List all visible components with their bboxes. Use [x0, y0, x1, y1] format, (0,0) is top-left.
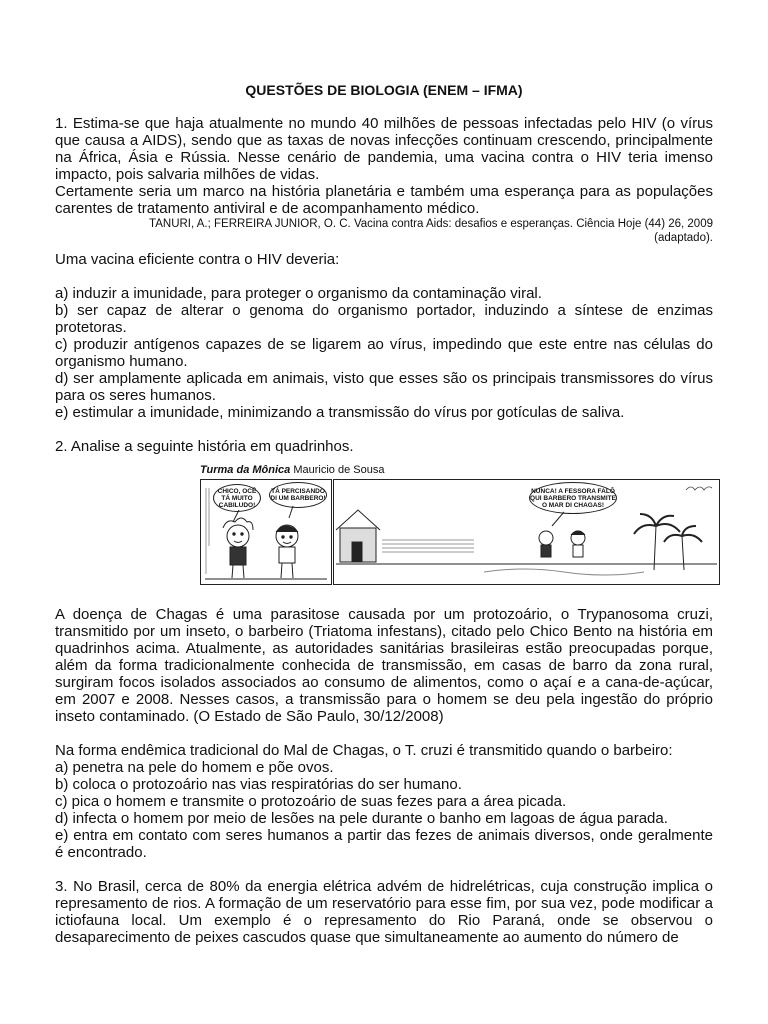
q1-paragraph-2: Certamente seria um marco na história planetária e também uma esperança para as populações carentes de tratamento antiviral e de acompanhamento médico. — [55, 183, 713, 217]
q1-option-c: c) produzir antígenos capazes de se ligarem ao vírus, impedindo que este entre nas células do organismo humano. — [55, 336, 713, 370]
q1-paragraph-1: 1. Estima-se que haja atualmente no mundo 40 milhões de pessoas infectadas pelo HIV (o vírus que causa a AIDS), sendo que as taxas de novas infecções continuam crescendo, principalmente na África, Ásia e Rússia. Nesse cenário de pandemia, uma vacina contra o HIV teria imenso impacto, pois salvaria milhões de vidas. — [55, 115, 713, 183]
comic-brand: Turma da Mônica — [200, 464, 291, 476]
q2-question: Na forma endêmica tradicional do Mal de Chagas, o T. cruzi é transmitido quando o barbeiro: — [55, 742, 673, 759]
q1-citation-line-2: (adaptado). — [654, 232, 713, 244]
q2-option-c: c) pica o homem e transmite o protozoário de suas fezes para a área picada. — [55, 793, 567, 810]
comic-panel-2 — [333, 479, 720, 585]
q2-option-d: d) infecta o homem por meio de lesões na pele durante o banho em lagoas de água parada. — [55, 810, 668, 827]
q2-option-a: a) penetra na pele do homem e põe ovos. — [55, 759, 334, 776]
q1-option-e: e) estimular a imunidade, minimizando a transmissão do vírus por gotículas de saliva. — [55, 404, 625, 421]
q2-intro: 2. Analise a seguinte história em quadrinhos. — [55, 438, 354, 455]
speech-bubble-1-text: CHICO, OCÊ TÁ MUITO CABILUDO! — [217, 487, 257, 509]
q2-option-e: e) entra em contato com seres humanos a partir das fezes de animais diversos, onde geralmente é encontrado. — [55, 827, 713, 861]
q1-citation-line-1: TANURI, A.; FERREIRA JUNIOR, O. C. Vacina contra Aids: desafios e esperanças. Ciência Hoje (44) 26, 2009 — [149, 218, 713, 230]
q1-option-b: b) ser capaz de alterar o genoma do organismo portador, induzindo a síntese de enzimas protetoras. — [55, 302, 713, 336]
comic-panel-1 — [200, 479, 332, 585]
comic-panel-1-drawing — [201, 480, 331, 584]
speech-bubble-3-text: NUNCA! A FESSORA FALÔ QUI BARBERO TRANSMITE O MAR DI CHAGAS! — [530, 487, 616, 509]
speech-bubble-2-text: TÁ PERCISANDO DI UM BARBERO! — [270, 488, 326, 502]
comic-panel-2-drawing — [334, 480, 719, 584]
document-page — [55, 82, 713, 946]
comic-header — [200, 463, 384, 477]
document-title: QUESTÕES DE BIOLOGIA (ENEM – IFMA) — [245, 82, 523, 98]
q1-citation — [55, 217, 713, 245]
q3-paragraph-1: 3. No Brasil, cerca de 80% da energia elétrica advém de hidrelétricas, cuja construção implica o represamento de rios. A formação de um reservatório para esse fim, por sua vez, pode modificar a ictiofauna local. Um exemplo é o represamento do Rio Paraná, onde se observou o desaparecimento de peixes cascudos quase que simultaneamente ao aumento do número de — [55, 878, 713, 946]
comic-signature-decoration — [685, 483, 713, 500]
q2-option-b: b) coloca o protozoário nas vias respiratórias do ser humano. — [55, 776, 462, 793]
comic-strip — [200, 463, 718, 588]
q2-paragraph-1: A doença de Chagas é uma parasitose causada por um protozoário, o Trypanosoma cruzi, transmitido por um inseto, o barbeiro (Triatoma infestans), citado pelo Chico Bento na história em quadrinhos acima. Atualmente, as autoridades sanitárias brasileiras estão preocupadas porque, além da forma tradicionalmente conhecida de transmissão, em casas de barro da zona rural, surgiram focos isolados associados ao consumo de alimentos, como o açaí e a cana-de-açúcar, em 2007 e 2008. Nesses casos, a transmissão para o homem se deu pela ingestão do próprio inseto contaminado. (O Estado de São Paulo, 30/12/2008) — [55, 606, 713, 725]
q1-question: Uma vacina eficiente contra o HIV deveria: — [55, 251, 340, 268]
q1-option-d: d) ser amplamente aplicada em animais, visto que esses são os principais transmissores do vírus para os seres humanos. — [55, 370, 713, 404]
comic-author: Mauricio de Sousa — [293, 464, 385, 476]
q1-option-a: a) induzir a imunidade, para proteger o organismo da contaminação viral. — [55, 285, 542, 302]
